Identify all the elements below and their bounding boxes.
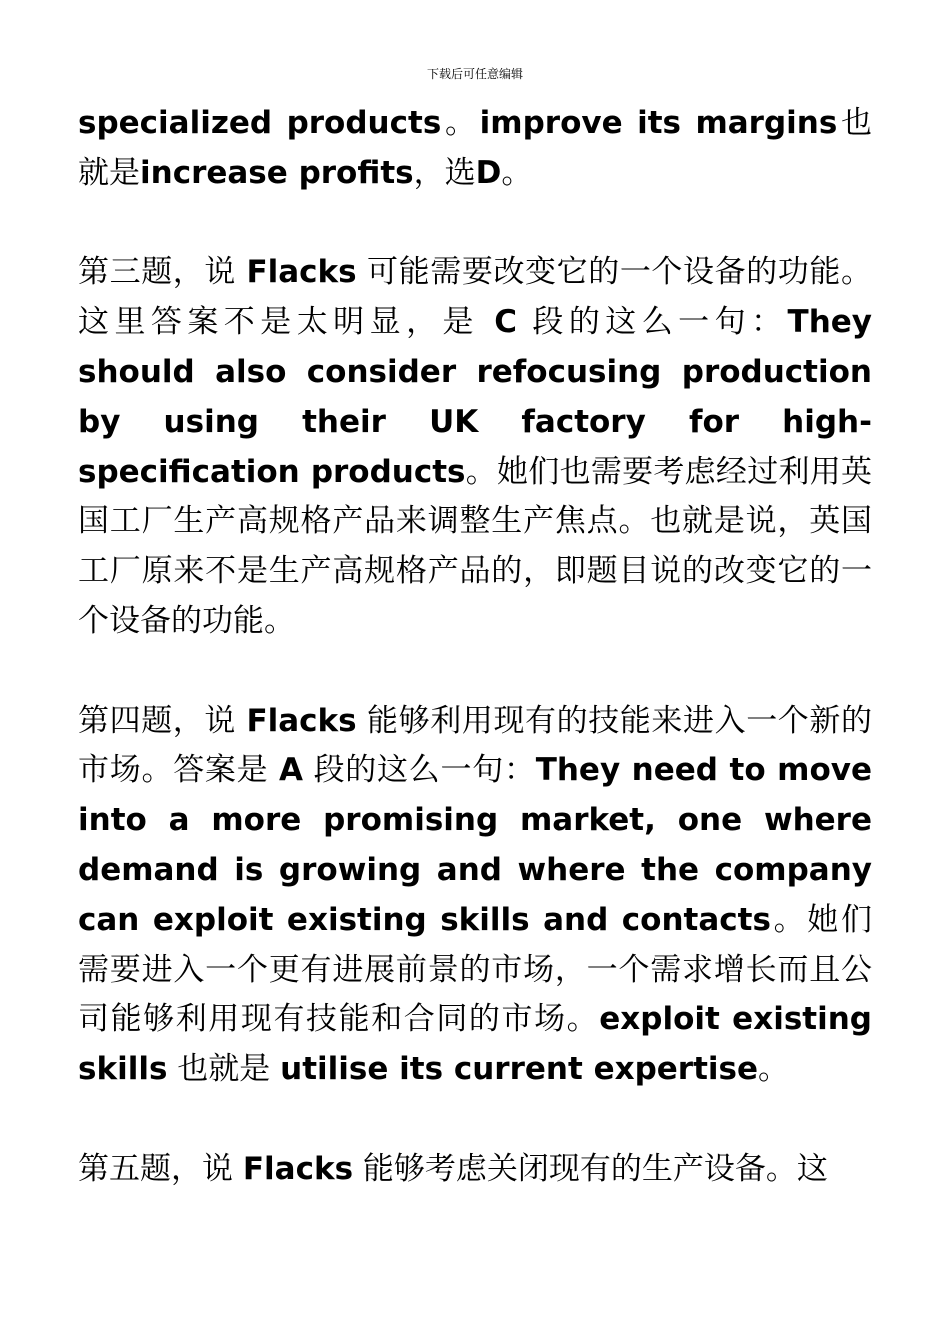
text-run: 段的这么一句：	[517, 304, 788, 341]
text-run: 也就是	[78, 105, 873, 191]
text-run: 也就是	[167, 1051, 281, 1088]
bold-text-run: specialized products	[78, 105, 442, 141]
page-header: 下载后可任意编辑	[426, 67, 523, 81]
paragraph	[78, 697, 872, 1095]
text-run: 。	[441, 105, 480, 141]
bold-text-run: C	[494, 304, 518, 341]
paragraph	[78, 99, 872, 199]
bold-text-run: Flacks	[246, 702, 357, 739]
text-run: 。	[501, 154, 533, 191]
bold-text-run: They should also consider refocusing production by using their UK factory for high-specification products	[78, 304, 872, 490]
bold-text-run: Flacks	[246, 254, 357, 291]
bold-text-run: Flacks	[242, 1150, 354, 1187]
document-body	[78, 99, 872, 1195]
paragraph	[78, 248, 872, 646]
bold-text-run: improve its margins	[479, 105, 838, 141]
text-run: 。	[758, 1051, 790, 1088]
text-run: 段的这么一句：	[302, 752, 536, 789]
bold-text-run: exploit existing skills	[78, 1001, 872, 1088]
text-run: ，选	[413, 154, 476, 191]
bold-text-run: utilise its current expertise	[280, 1051, 759, 1088]
text-run: 第三题，说	[78, 254, 247, 291]
text-run: 。她们也需要考虑经过利用英国工厂生产高规格产品来调整生产焦点。也就是说，英国工厂原来不是生产高规格产品的，即题目说的改变它的一个设备的功能。	[78, 453, 872, 639]
text-run: 能够利用现有的技能来进入一个新的市场。答案是	[78, 702, 872, 789]
bold-text-run: increase profits	[140, 154, 414, 191]
text-run: 可能需要改变它的一个设备的功能。这里答案不是太明显，是	[78, 254, 872, 341]
bold-text-run: A	[278, 752, 303, 789]
bold-text-run: D	[475, 154, 502, 191]
text-run: 。她们需要进入一个更有进展前景的市场，一个需求增长而且公司能够利用现有技能和合同的市场。	[78, 901, 872, 1038]
text-run: 能够考虑关闭现有的生产设备。这	[353, 1150, 828, 1187]
bold-text-run: They need to move into a more promising market, one where demand is growing and where the company can exploit existing skills and contacts	[78, 752, 872, 938]
text-run: 第四题，说	[78, 702, 247, 739]
text-run: 第五题，说	[78, 1150, 243, 1187]
paragraph	[78, 1145, 872, 1195]
